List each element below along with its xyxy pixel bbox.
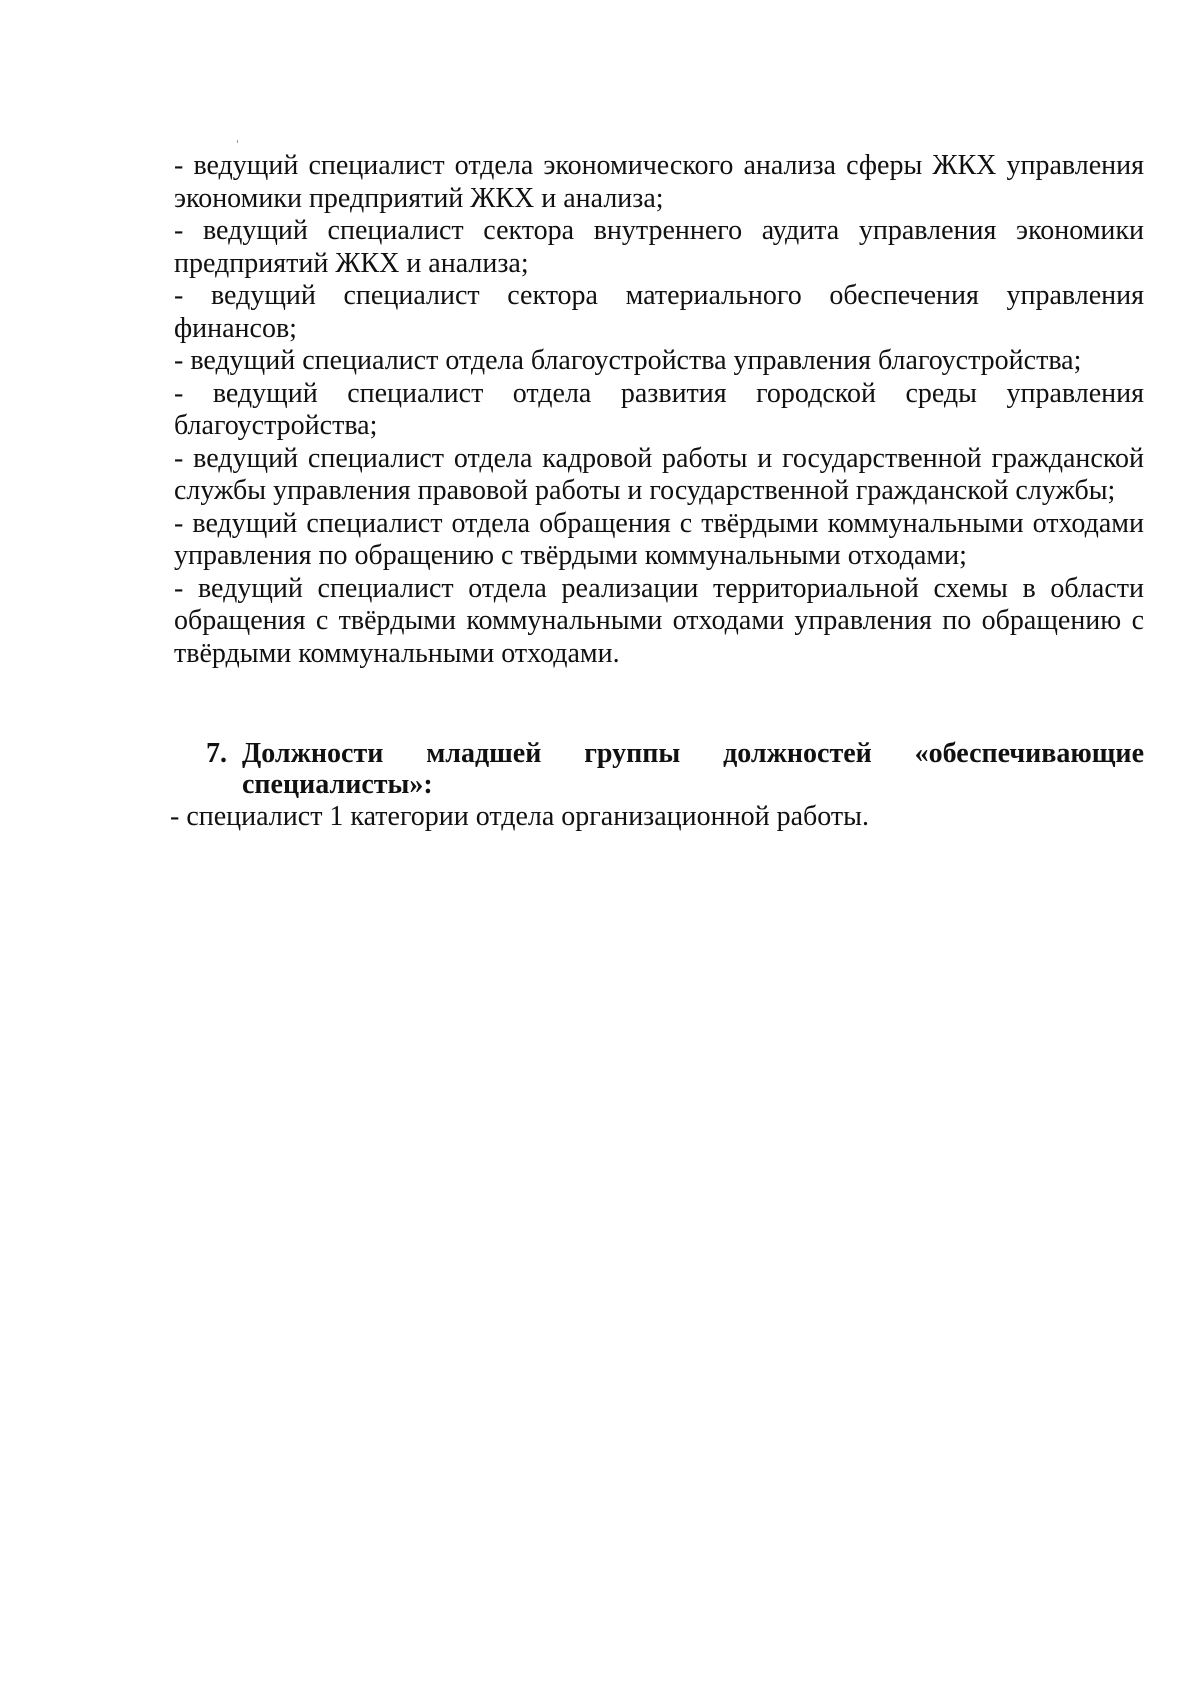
- list-item: - ведущий специалист отдела кадровой работы и государственной гражданской службы управления правовой работы и государственной гражданской службы;: [174, 442, 1144, 506]
- section-title: Должности младшей группы должностей «обеспечивающие специалисты»:: [242, 738, 1144, 800]
- list-item: - ведущий специалист отдела реализации территориальной схемы в области обращения с твёрдыми коммунальными отходами управления по обращению с твёрдыми коммунальными отходами.: [174, 572, 1144, 669]
- list-item: - ведущий специалист сектора материального обеспечения управления финансов;: [174, 280, 1144, 344]
- list-item: - ведущий специалист отдела развития городской среды управления благоустройства;: [174, 377, 1144, 441]
- section-list-item: - специалист 1 категории отдела организационной работы.: [170, 801, 869, 832]
- scan-speck: [237, 140, 238, 143]
- position-list: [174, 150, 1144, 670]
- section-heading: [174, 738, 1144, 800]
- section-number: 7.: [206, 738, 227, 769]
- section-7: [170, 738, 1144, 833]
- list-item: - ведущий специалист отдела благоустройства управления благоустройства;: [174, 345, 1082, 376]
- list-item: - ведущий специалист сектора внутреннего аудита управления экономики предприятий ЖКХ и анализа;: [174, 215, 1144, 279]
- list-item: - ведущий специалист отдела экономического анализа сферы ЖКХ управления экономики предприятий ЖКХ и анализа;: [174, 150, 1144, 214]
- list-item: - ведущий специалист отдела обращения с твёрдыми коммунальными отходами управления по обращению с твёрдыми коммунальными отходами;: [174, 507, 1144, 571]
